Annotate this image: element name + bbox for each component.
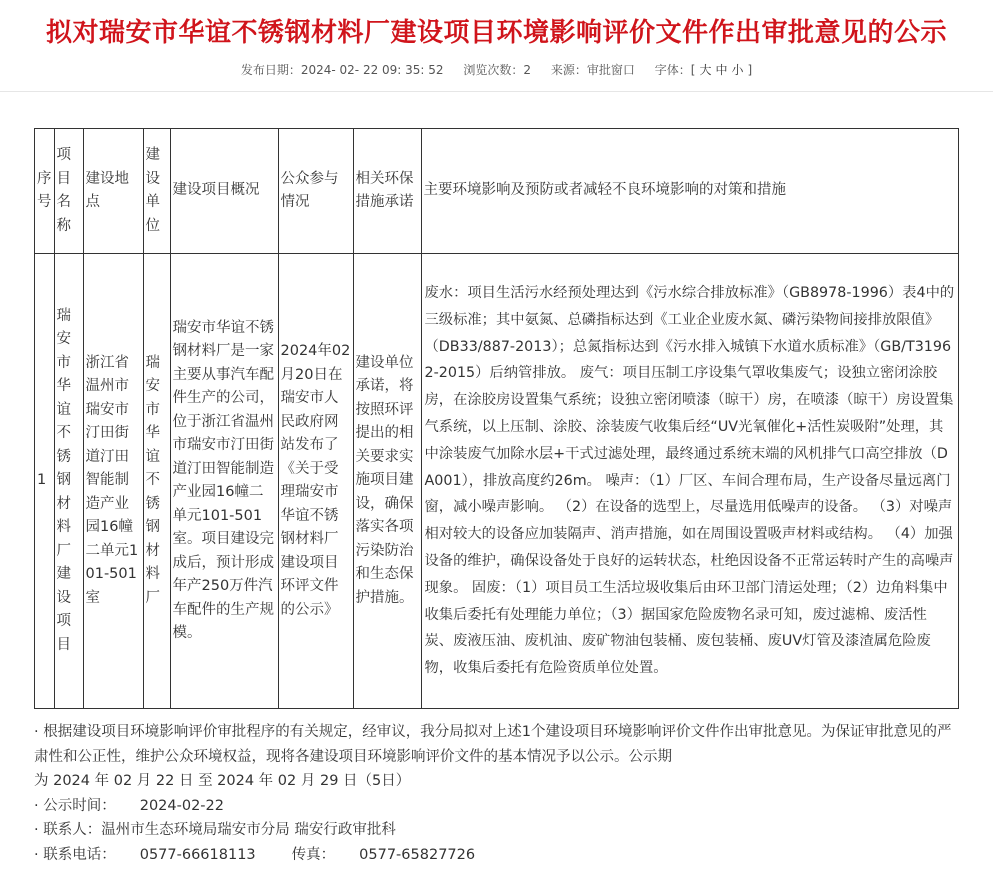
source: 来源：审批窗口 bbox=[550, 63, 635, 77]
table-row bbox=[35, 254, 959, 709]
cell-seq: 1 bbox=[35, 254, 55, 709]
cell-measures: 废水：项目生活污水经预处理达到《污水综合排放标准》（GB8978-1996）表4中的三级标准；其中氨氮、总磷指标达到《工业企业废水氮、磷污染物间接排放限值》（DB33/887-2013）；总氮指标达到《污水排入城镇下水道水质标准》（GB/T31962-2015）后纳管排放。 废气：项目压制工序设集气罩收集废气；设独立密闭涂胶房，在涂胶房设置集气系统；设独立密闭喷漆（晾干）房，在喷漆（晾干）房设置集气系统，以上压制、涂胶、涂装废气收集后经“UV光氧催化+活性炭吸附”处理，其中涂装废气加除水层+干式过滤处理，最终通过系统末端的风机排气口高空排放（DA001），排放高度约26m。 噪声：（1）厂区、车间合理布局，生产设备尽量远离门窗，减小噪声影响。 （2）在设备的选型上，尽量选用低噪声的设备。 （3）对噪声相对较大的设备应加装隔声、消声措施，如在周围设置吸声材料或结构。 （4）加强设备的维护，确保设备处于良好的运转状态，杜绝因设备不正常运转时产生的高噪声现象。 固废：（1）项目员工生活垃圾收集后由环卫部门清运处理；（2）边角料集中收集后委托有处理能力单位；（3）据国家危险废物名录可知，废过滤棉、废活性炭、废液压油、废机油、废矿物油包装桶、废包装桶、废UV灯管及漆渣属危险废物，收集后委托有危险资质单位处置。 bbox=[421, 254, 958, 709]
table-header-row bbox=[35, 129, 959, 254]
header-seq: 序号 bbox=[35, 129, 55, 254]
header-commitment: 相关环保措施承诺 bbox=[353, 129, 421, 254]
font-size-switcher: 字体：[ 大 中 小 ] bbox=[654, 63, 753, 77]
notice-phone: · 联系电话： 0577-66618113 传真： 0577-65827726 bbox=[34, 846, 476, 863]
cell-location: 浙江省温州市瑞安市汀田街道汀田智能制造产业园16幢二单元101-501室 bbox=[83, 254, 143, 709]
header-measures: 主要环境影响及预防或者减轻不良环境影响的对策和措施 bbox=[421, 129, 958, 254]
page-title: 拟对瑞安市华谊不锈钢材料厂建设项目环境影响评价文件作出审批意见的公示 bbox=[45, 18, 947, 48]
notice-time: · 公示时间： 2024-02-22 bbox=[34, 797, 224, 814]
publish-date: 发布日期：2024- 02- 22 09: 35: 52 bbox=[240, 63, 444, 77]
header-overview: 建设项目概况 bbox=[170, 129, 278, 254]
header-name: 项目名称 bbox=[54, 129, 83, 254]
notice-period: 为 2024 年 02 月 22 日 至 2024 年 02 月 29 日（5日） bbox=[34, 773, 411, 789]
divider bbox=[0, 91, 993, 92]
font-medium-button[interactable]: 中 bbox=[715, 63, 728, 77]
cell-name: 瑞安市华谊不锈钢材料厂建设项目 bbox=[54, 254, 83, 709]
notice-paragraph: · 根据建设项目环境影响评价审批程序的有关规定，经审议，我分局拟对上述1个建设项目环境影响评价文件作出审批意见。为保证审批意见的严肃性和公正性，维护公众环境权益，现将各建设项目环境影响评价文件的基本情况予以公示。公示期 bbox=[34, 724, 952, 765]
notice-contact: · 联系人：温州市生态环境局瑞安市分局 瑞安行政审批科 bbox=[34, 822, 396, 838]
cell-overview: 瑞安市华谊不锈钢材料厂是一家主要从事汽车配件生产的公司，位于浙江省温州市瑞安市汀田街道汀田智能制造产业园16幢二单元101-501室。项目建设完成后，预计形成年产250万件汽车配件的生产规模。 bbox=[170, 254, 278, 709]
header-location: 建设地点 bbox=[83, 129, 143, 254]
cell-public: 2024年02月20日在瑞安市人民政府网站发布了《关于受理瑞安市华谊不锈钢材料厂建设项目环评文件的公示》 bbox=[278, 254, 353, 709]
cell-commitment: 建设单位承诺，将按照环评提出的相关要求实施项目建设，确保落实各项污染防治和生态保护措施。 bbox=[353, 254, 421, 709]
view-count: 浏览次数：2 bbox=[463, 63, 532, 77]
header-unit: 建设单位 bbox=[143, 129, 170, 254]
font-small-button[interactable]: 小 bbox=[731, 63, 744, 77]
article-meta bbox=[0, 61, 993, 78]
cell-unit: 瑞安市华谊不锈钢材料厂 bbox=[143, 254, 170, 709]
approval-table bbox=[34, 128, 959, 709]
font-large-button[interactable]: 大 bbox=[699, 63, 712, 77]
notice-notes bbox=[34, 720, 954, 867]
header-public: 公众参与情况 bbox=[278, 129, 353, 254]
